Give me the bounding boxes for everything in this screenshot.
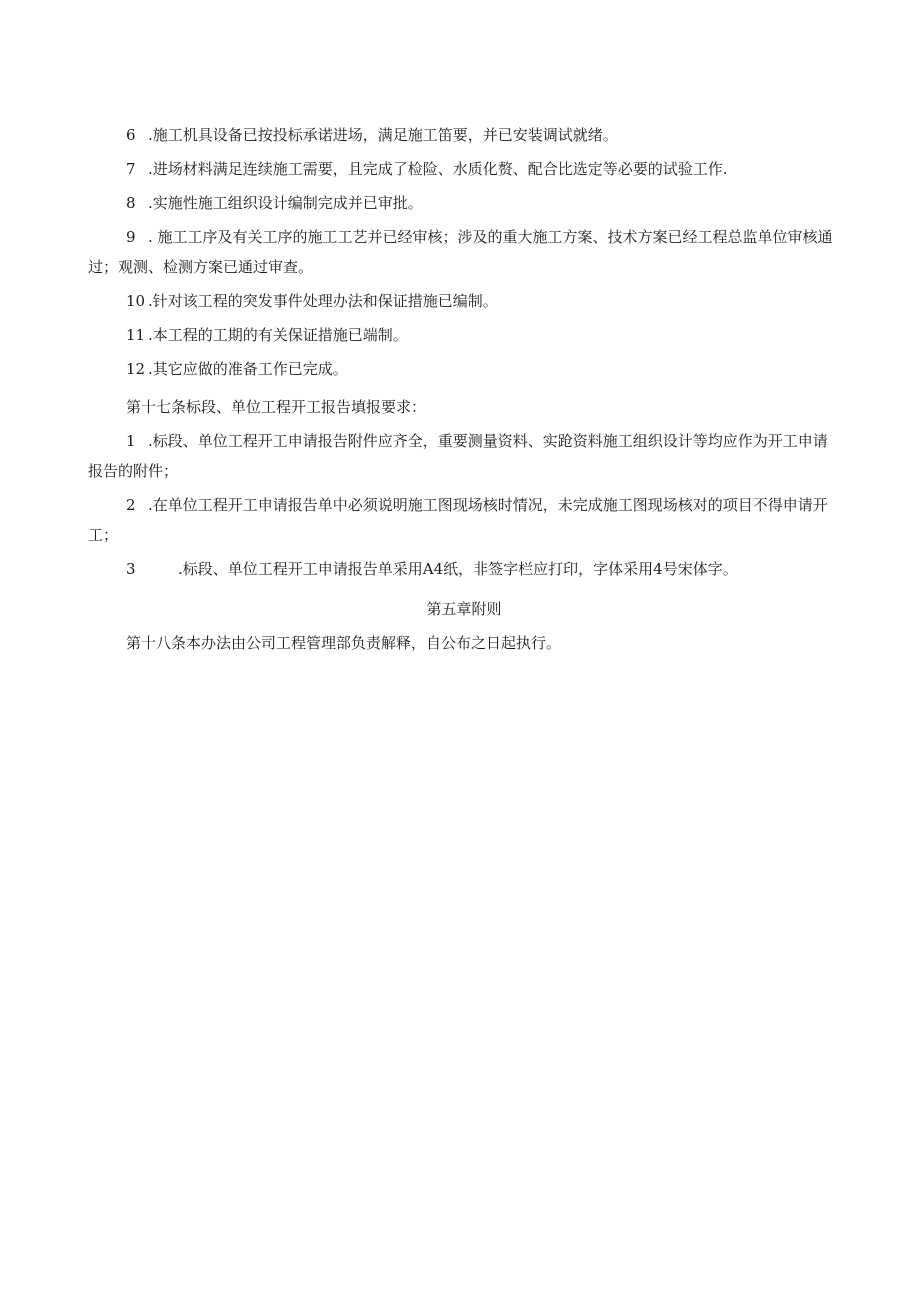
list-item-6 [88,120,840,150]
article-17-item-1 [88,426,840,486]
document-body [88,120,840,658]
item-text: .标段、单位工程开工申请报告单采用A4纸，非签字栏应打印，字体采用4号宋体字。 [178,560,738,578]
item-number: 2 [126,496,136,514]
article-17-item-3 [88,554,840,584]
article-17-heading: 第十七条标段、单位工程开工报告填报要求： [126,398,427,416]
list-item-8 [88,188,840,218]
item-number: 12 [126,360,146,378]
item-text: .本工程的工期的有关保证措施已端制。 [148,326,408,344]
item-text: .在单位工程开工申请报告单中必须说明施工图现场核时情况，未完成施工图现场核对的项目不得申请开工； [88,496,828,544]
list-item-9 [88,222,840,282]
item-text: .标段、单位工程开工申请报告附件应齐全，重要测量资料、实跄资料施工组织设计等均应作为开工申请报告的附件； [88,432,828,480]
chapter-title: 第五章附则 [426,600,502,618]
item-number: 10 [126,292,146,310]
item-number: 1 [126,432,136,450]
list-item-12 [88,354,840,384]
item-text: . 施工工序及有关工序的施工工艺并已经审核；涉及的重大施工方案、技术方案已经工程总监单位审核通过；观测、检测方案已通过审查。 [88,228,833,276]
item-text: .施工机具设备已按投标承诺进场，满足施工笛要，并已安装调试就绪。 [148,126,618,144]
list-item-7 [88,154,840,184]
article-18: 第十八条本办法由公司工程管理部负责解释，自公布之日起执行。 [126,634,562,652]
item-text: .进场材料满足连续施工需要，且完成了检险、水质化赘、配合比选定等必要的试验工作. [148,160,728,178]
article-17-item-2 [88,490,840,550]
item-number: 8 [126,194,136,212]
item-text: .针对该工程的突发事件处理办法和保证措施已编制。 [148,292,498,310]
item-number: 11 [126,326,146,344]
item-number: 6 [126,126,136,144]
item-text: .其它应做的准备工作已完成。 [148,360,348,378]
list-item-10 [88,286,840,316]
item-text: .实施性施工组织设计编制完成并已审批。 [148,194,423,212]
list-item-11 [88,320,840,350]
item-number: 7 [126,160,136,178]
item-number: 9 [126,228,136,246]
item-number: 3 [126,560,136,578]
